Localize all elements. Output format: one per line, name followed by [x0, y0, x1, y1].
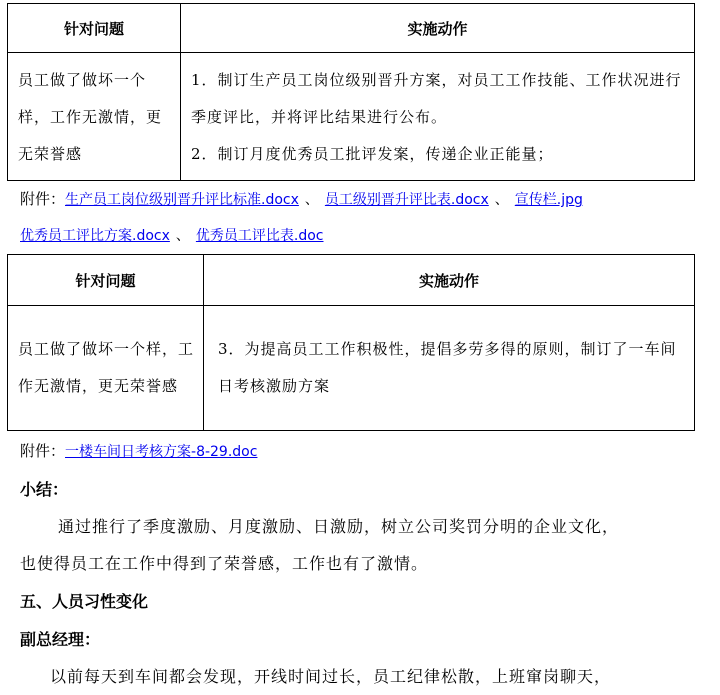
- header-action: 实施动作: [181, 4, 695, 53]
- measures-table-1: [7, 3, 695, 181]
- attachments-line-2: [20, 225, 324, 245]
- section-paragraph-line-1: 以前每天到车间都会发现，开线时间过长，员工纪律松散，上班窜岗聊天，: [50, 667, 612, 686]
- header-problem: 针对问题: [8, 4, 181, 53]
- action-cell: 3．为提高员工工作积极性，提倡多劳多得的原则，制订了一车间日考核激励方案: [204, 306, 695, 431]
- problem-cell: 员工做了做坏一个样，工作无激情，更无荣誉感: [8, 306, 204, 431]
- separator: 、: [175, 228, 190, 244]
- attachment-link-promotion-form[interactable]: 员工级别晋升评比表.docx: [324, 192, 489, 208]
- header-action: 实施动作: [204, 255, 695, 306]
- action-item-2: 2．制订月度优秀员工批评发案，传递企业正能量；: [191, 145, 554, 163]
- section-subheading: 副总经理：: [20, 630, 101, 649]
- problem-cell: 员工做了做坏一个样，工作无激情，更无荣誉感: [8, 53, 181, 181]
- summary-heading: 小结：: [20, 480, 69, 499]
- attachments-label: 附件：: [20, 190, 66, 208]
- section-heading: 五、人员习性变化: [20, 592, 149, 611]
- header-problem: 针对问题: [8, 255, 204, 306]
- attachments-line-3: [20, 440, 257, 461]
- attachment-link-excellent-plan[interactable]: 优秀员工评比方案.docx: [20, 228, 170, 244]
- summary-paragraph-line-2: 也使得员工在工作中得到了荣誉感，工作也有了激情。: [20, 554, 429, 573]
- action-cell: [181, 53, 695, 181]
- separator: 、: [304, 192, 319, 208]
- action-item-1: 1．制订生产员工岗位级别晋升方案，对员工工作技能、工作状况进行季度评比，并将评比结果进行公布。: [191, 71, 682, 126]
- attachment-link-promotion-standard[interactable]: 生产员工岗位级别晋升评比标准.docx: [65, 192, 299, 208]
- attachment-link-excellent-form[interactable]: 优秀员工评比表.doc: [195, 228, 324, 244]
- attachment-link-daily-assessment[interactable]: 一楼车间日考核方案-8-29.doc: [65, 444, 258, 460]
- summary-paragraph-line-1: 通过推行了季度激励、月度激励、日激励，树立公司奖罚分明的企业文化，: [58, 517, 620, 536]
- attachments-line-1: [20, 188, 583, 209]
- measures-table-2: [7, 254, 695, 431]
- attachment-link-bulletin-image[interactable]: 宣传栏.jpg: [514, 192, 583, 208]
- separator: 、: [494, 192, 509, 208]
- attachments-label: 附件：: [20, 442, 66, 460]
